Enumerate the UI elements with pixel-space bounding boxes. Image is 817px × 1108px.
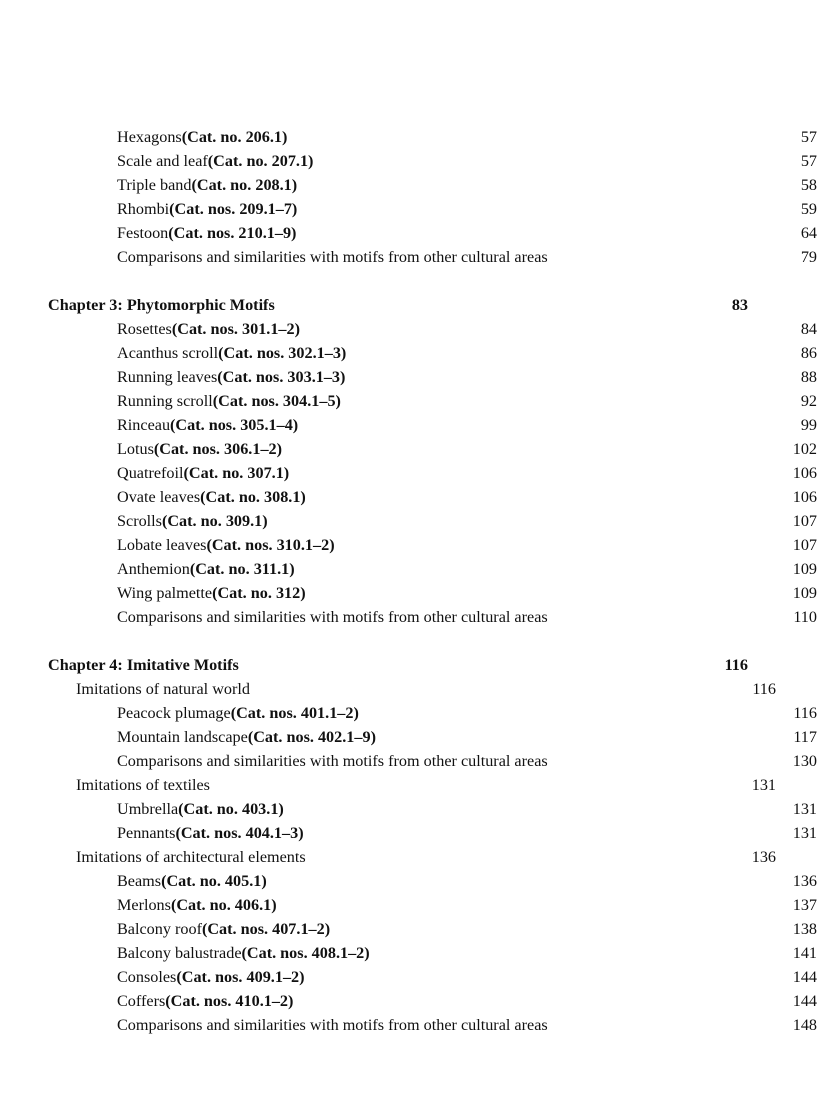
toc-entry-title: Comparisons and similarities with motifs from other cultural areas (117, 248, 548, 266)
toc-item-entry[interactable] (0, 341, 817, 365)
toc-entry-title: Rosettes (117, 320, 172, 338)
toc-entry-page-number: 106 (792, 464, 817, 482)
toc-entry-catalogue-ref: (Cat. nos. 303.1–3) (217, 368, 346, 386)
toc-entry-title: Peacock plumage (117, 704, 231, 722)
toc-item-entry[interactable] (0, 749, 817, 773)
toc-item-entry[interactable] (0, 197, 817, 221)
toc-entry-page-number: 79 (800, 248, 817, 266)
toc-item-entry[interactable] (0, 1013, 817, 1037)
toc-entry-page-number: 106 (792, 488, 817, 506)
toc-item-entry[interactable] (0, 173, 817, 197)
toc-entry-title: Festoon (117, 224, 169, 242)
toc-item-entry[interactable] (0, 509, 817, 533)
toc-entry-title: Rinceau (117, 416, 171, 434)
toc-item-entry[interactable] (0, 581, 817, 605)
toc-entry-title: Ovate leaves (117, 488, 201, 506)
toc-entry-page-number: 138 (792, 920, 817, 938)
toc-entry-catalogue-ref: (Cat. no. 403.1) (178, 800, 284, 818)
toc-item-entry[interactable] (0, 893, 817, 917)
toc-entry-page-number: 107 (792, 512, 817, 530)
toc-item-entry[interactable] (0, 317, 817, 341)
toc-item-entry[interactable] (0, 941, 817, 965)
toc-entry-page-number: 116 (793, 704, 817, 722)
toc-entry-catalogue-ref: (Cat. no. 309.1) (161, 512, 268, 530)
toc-entry-catalogue-ref: (Cat. nos. 402.1–9) (247, 728, 376, 746)
toc-entry-catalogue-ref: (Cat. nos. 410.1–2) (165, 992, 294, 1010)
toc-item-entry[interactable] (0, 701, 817, 725)
toc-entry-catalogue-ref: (Cat. no. 308.1) (200, 488, 306, 506)
toc-entry-page-number: 116 (752, 680, 776, 698)
toc-entry-title: Balcony balustrade (117, 944, 242, 962)
toc-item-entry[interactable] (0, 821, 817, 845)
toc-item-entry[interactable] (0, 869, 817, 893)
toc-entry-title: Scrolls (117, 512, 162, 530)
toc-entry-page-number: 109 (792, 560, 817, 578)
toc-item-entry[interactable] (0, 245, 817, 269)
toc-entry-page-number: 84 (800, 320, 817, 338)
toc-entry-title: Pennants (117, 824, 176, 842)
toc-section-entry[interactable] (0, 773, 776, 797)
toc-item-entry[interactable] (0, 437, 817, 461)
toc-entry-catalogue-ref: (Cat. nos. 407.1–2) (201, 920, 331, 938)
toc-item-entry[interactable] (0, 461, 817, 485)
toc-section-entry[interactable] (0, 677, 776, 701)
toc-entry-catalogue-ref: (Cat. nos. 310.1–2) (206, 536, 335, 554)
toc-entry-page-number: 58 (800, 176, 817, 194)
toc-entry-catalogue-ref: (Cat. no. 206.1) (181, 128, 288, 146)
toc-entry-page-number: 131 (751, 776, 776, 794)
toc-entry-title: Imitations of textiles (76, 776, 210, 794)
toc-entry-title: Umbrella (117, 800, 179, 818)
toc-entry-page-number: 130 (792, 752, 817, 770)
toc-entry-catalogue-ref: (Cat. nos. 209.1–7) (169, 200, 298, 218)
toc-entry-page-number: 102 (792, 440, 817, 458)
toc-entry-title: Chapter 4: Imitative Motifs (48, 656, 239, 674)
toc-entry-title: Imitations of architectural elements (76, 848, 306, 866)
toc-entry-catalogue-ref: (Cat. nos. 408.1–2) (241, 944, 370, 962)
toc-entry-title: Triple band (117, 176, 192, 194)
toc-item-entry[interactable] (0, 149, 817, 173)
toc-entry-page-number: 116 (724, 656, 748, 674)
toc-entry-catalogue-ref: (Cat. nos. 404.1–3) (175, 824, 304, 842)
toc-entry-catalogue-ref: (Cat. no. 406.1) (170, 896, 277, 914)
toc-entry-page-number: 83 (731, 296, 748, 314)
toc-item-entry[interactable] (0, 605, 817, 629)
toc-entry-title: Acanthus scroll (117, 344, 219, 362)
toc-entry-catalogue-ref: (Cat. nos. 301.1–2) (171, 320, 301, 338)
toc-entry-title: Merlons (117, 896, 171, 914)
toc-entry-title: Balcony roof (117, 920, 202, 938)
toc-entry-title: Wing palmette (117, 584, 213, 602)
toc-entry-page-number: 137 (792, 896, 817, 914)
toc-entry-title: Running leaves (117, 368, 218, 386)
toc-item-entry[interactable] (0, 557, 817, 581)
toc-entry-catalogue-ref: (Cat. nos. 306.1–2) (153, 440, 283, 458)
toc-item-entry[interactable] (0, 797, 817, 821)
toc-entry-catalogue-ref: (Cat. nos. 401.1–2) (230, 704, 359, 722)
toc-item-entry[interactable] (0, 485, 817, 509)
toc-entry-page-number: 131 (792, 824, 817, 842)
toc-entry-page-number: 136 (751, 848, 776, 866)
toc-entry-catalogue-ref: (Cat. nos. 210.1–9) (168, 224, 297, 242)
toc-entry-title: Running scroll (117, 392, 213, 410)
toc-item-entry[interactable] (0, 965, 817, 989)
toc-entry-title: Hexagons (117, 128, 182, 146)
toc-entry-title: Consoles (117, 968, 177, 986)
toc-item-entry[interactable] (0, 221, 817, 245)
toc-entry-catalogue-ref: (Cat. nos. 304.1–5) (212, 392, 341, 410)
toc-chapter-entry[interactable] (0, 293, 748, 317)
toc-entry-title: Coffers (117, 992, 166, 1010)
toc-entry-page-number: 57 (800, 128, 817, 146)
toc-entry-catalogue-ref: (Cat. nos. 302.1–3) (218, 344, 347, 362)
toc-entry-catalogue-ref: (Cat. no. 208.1) (191, 176, 298, 194)
toc-entry-catalogue-ref: (Cat. no. 207.1) (207, 152, 314, 170)
toc-entry-page-number: 99 (800, 416, 817, 434)
toc-entry-title: Comparisons and similarities with motifs from other cultural areas (117, 608, 548, 626)
toc-entry-page-number: 107 (792, 536, 817, 554)
toc-entry-title: Quatrefoil (117, 464, 184, 482)
toc-entry-page-number: 144 (792, 992, 817, 1010)
toc-entry-page-number: 86 (800, 344, 817, 362)
toc-entry-title: Mountain landscape (117, 728, 248, 746)
toc-entry-title: Scale and leaf (117, 152, 208, 170)
toc-entry-title: Lotus (117, 440, 154, 458)
toc-entry-catalogue-ref: (Cat. nos. 305.1–4) (170, 416, 299, 434)
toc-item-entry[interactable] (0, 413, 817, 437)
toc-item-entry[interactable] (0, 989, 817, 1013)
toc-entry-page-number: 148 (792, 1016, 817, 1034)
toc-entry-title: Comparisons and similarities with motifs from other cultural areas (117, 752, 548, 770)
toc-chapter-entry[interactable] (0, 653, 748, 677)
toc-entry-catalogue-ref: (Cat. no. 312) (212, 584, 306, 602)
toc-entry-page-number: 117 (793, 728, 817, 746)
toc-entry-catalogue-ref: (Cat. no. 307.1) (183, 464, 290, 482)
toc-entry-title: Comparisons and similarities with motifs from other cultural areas (117, 1016, 548, 1034)
toc-entry-page-number: 136 (792, 872, 817, 890)
toc-list (0, 125, 817, 1037)
toc-item-entry[interactable] (0, 917, 817, 941)
toc-entry-catalogue-ref: (Cat. no. 405.1) (161, 872, 267, 890)
toc-item-entry[interactable] (0, 125, 817, 149)
toc-entry-catalogue-ref: (Cat. no. 311.1) (189, 560, 295, 578)
toc-entry-page-number: 144 (792, 968, 817, 986)
toc-entry-page-number: 110 (793, 608, 817, 626)
toc-entry-page-number: 92 (800, 392, 817, 410)
toc-entry-page-number: 109 (792, 584, 817, 602)
toc-entry-title: Lobate leaves (117, 536, 207, 554)
toc-entry-title: Imitations of natural world (76, 680, 250, 698)
toc-item-entry[interactable] (0, 389, 817, 413)
toc-entry-page-number: 141 (792, 944, 817, 962)
toc-entry-page-number: 131 (792, 800, 817, 818)
toc-item-entry[interactable] (0, 533, 817, 557)
toc-entry-page-number: 88 (800, 368, 817, 386)
toc-entry-title: Anthemion (117, 560, 190, 578)
toc-entry-title: Beams (117, 872, 162, 890)
toc-entry-catalogue-ref: (Cat. nos. 409.1–2) (176, 968, 305, 986)
toc-entry-title: Chapter 3: Phytomorphic Motifs (48, 296, 275, 314)
toc-item-entry[interactable] (0, 365, 817, 389)
toc-entry-title: Rhombi (117, 200, 170, 218)
toc-section-entry[interactable] (0, 845, 776, 869)
toc-entry-page-number: 57 (800, 152, 817, 170)
toc-item-entry[interactable] (0, 725, 817, 749)
toc-entry-page-number: 64 (800, 224, 817, 242)
toc-entry-page-number: 59 (800, 200, 817, 218)
